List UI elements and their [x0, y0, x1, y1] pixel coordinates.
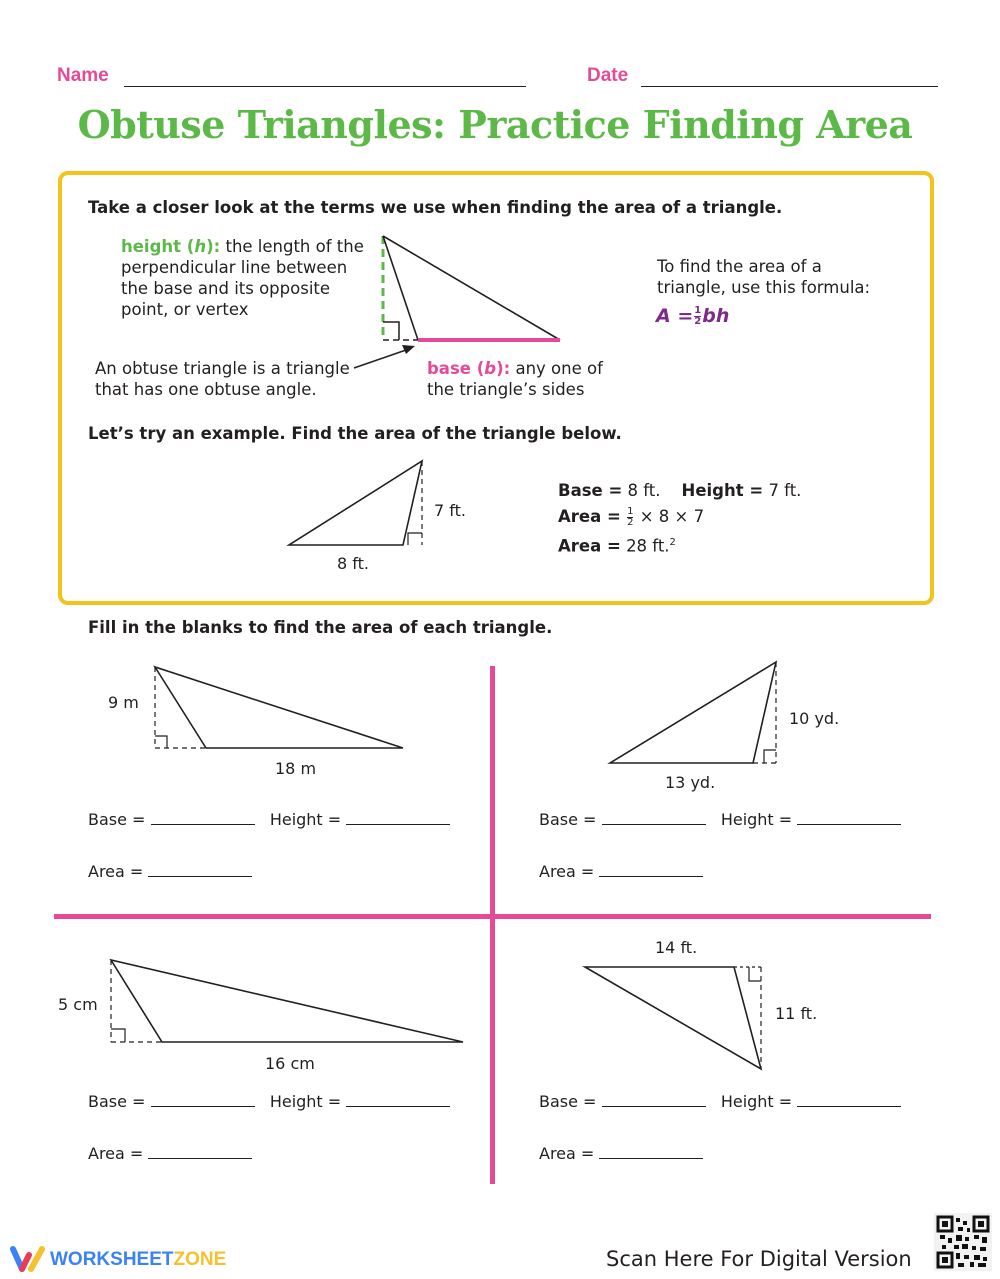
- example-height-label: 7 ft.: [434, 501, 466, 520]
- problem-2-area-row: Area =: [539, 862, 703, 881]
- problem-3-base: 16 cm: [265, 1054, 315, 1073]
- example-solution: Base = 8 ft. Height = 7 ft. Area = $\frac{1}{2}$ × 8 × 7 Area = 28 ft.$^2$: [558, 481, 802, 556]
- problem-1-base-blank[interactable]: [151, 810, 255, 825]
- brand-name: WORKSHEETZONE: [50, 1249, 227, 1270]
- qr-code-icon: [934, 1213, 992, 1271]
- problem-4-triangle: [585, 967, 761, 1069]
- problem-4-area-blank[interactable]: [599, 1144, 703, 1159]
- base-term: base (b):: [427, 359, 511, 378]
- obtuse-definition: An obtuse triangle is a triangle that has one obtuse angle.: [95, 359, 350, 399]
- problem-3-area-row: Area =: [88, 1144, 252, 1163]
- date-label: Date: [587, 65, 629, 86]
- problem-3-height: 5 cm: [58, 995, 98, 1014]
- problem-1-height-blank[interactable]: [346, 810, 450, 825]
- problem-2-height: 10 yd.: [789, 709, 840, 728]
- problem-2-base: 13 yd.: [665, 773, 716, 792]
- exercises-prompt: Fill in the blanks to find the area of each triangle.: [88, 618, 553, 637]
- base-definition: base (b): any one of the triangle’s sides: [427, 359, 603, 399]
- problem-4-area-row: Area =: [539, 1144, 703, 1163]
- height-term: height (h):: [121, 237, 221, 256]
- problem-1-area-row: Area =: [88, 862, 252, 881]
- problem-1-triangle: [155, 667, 403, 748]
- scan-text: Scan Here For Digital Version: [606, 1247, 912, 1271]
- problem-3-area-blank[interactable]: [148, 1144, 252, 1159]
- problem-4-height: 11 ft.: [775, 1004, 818, 1023]
- problem-2-area-blank[interactable]: [599, 862, 703, 877]
- problem-4-base-row: Base = Height =: [539, 1092, 901, 1111]
- problem-3-base-row: Base = Height =: [88, 1092, 450, 1111]
- one-half-fraction: $\frac{1}{2}$: [694, 305, 702, 327]
- problem-2-base-blank[interactable]: [602, 810, 706, 825]
- problem-2-height-blank[interactable]: [797, 810, 901, 825]
- one-half-fraction: $\frac{1}{2}$: [627, 506, 634, 528]
- problem-4-base-blank[interactable]: [602, 1092, 706, 1107]
- problem-2-base-row: Base = Height =: [539, 810, 901, 829]
- problem-1-base: 18 m: [275, 759, 317, 778]
- problem-1-height: 9 m: [108, 693, 139, 712]
- qr-code[interactable]: [934, 1213, 992, 1271]
- problem-4-base: 14 ft.: [655, 938, 698, 957]
- area-formula: A = $\frac{1}{2}$ bh: [656, 305, 730, 327]
- problem-1-area-blank[interactable]: [148, 862, 252, 877]
- formula-intro: To find the area of a triangle, use this formula:: [657, 257, 871, 297]
- worksheetzone-logo-icon: [9, 1245, 47, 1273]
- problem-2-triangle: [610, 662, 776, 763]
- example-prompt: Let’s try an example. Find the area of the triangle below.: [88, 424, 622, 443]
- intro-text: Take a closer look at the terms we use when finding the area of a triangle.: [88, 198, 783, 217]
- height-definition: height (h): the length of the perpendicular line between the base and its opposite point, or vertex: [121, 237, 364, 319]
- name-label: Name: [57, 65, 109, 86]
- problem-3-height-blank[interactable]: [346, 1092, 450, 1107]
- problem-3-triangle: [111, 960, 463, 1042]
- problem-4-height-blank[interactable]: [797, 1092, 901, 1107]
- problem-1-base-row: Base = Height =: [88, 810, 450, 829]
- problem-3-base-blank[interactable]: [151, 1092, 255, 1107]
- page-title: Obtuse Triangles: Practice Finding Area: [77, 102, 913, 147]
- example-base-label: 8 ft.: [337, 554, 369, 573]
